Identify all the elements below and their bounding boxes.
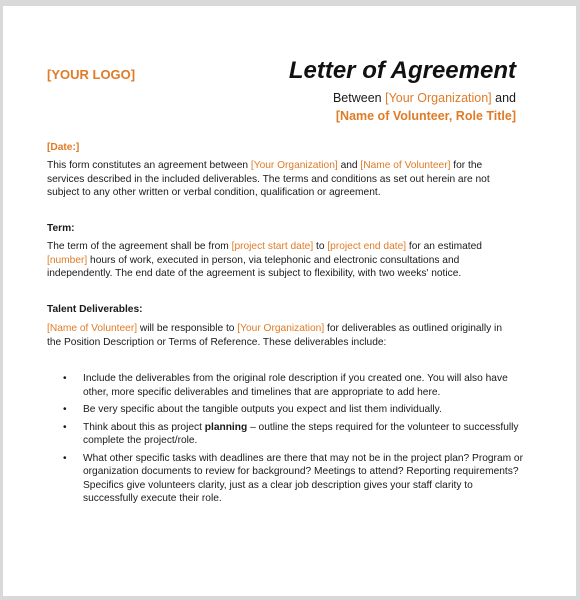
deliverables-list [47,372,527,510]
intro-text: and [340,160,358,171]
term-paragraph [47,240,527,281]
volunteer-role-placeholder: [Name of Volunteer, Role Title] [335,109,516,123]
list-item-text: Include the deliverables from the original role description if you created one. You will also have other, more specific deliverables and timelines that are appropriate to add here. [83,373,508,398]
list-item [47,452,527,506]
term-line-3: independently. The end date of the agreement is subject to flexibility, with two weeks' notice. [47,268,462,279]
list-item [47,421,527,448]
intro-text: This form constitutes an agreement between [47,160,249,171]
and-text: and [495,91,516,105]
deliverables-text: will be responsible to [139,323,235,334]
intro-text: for the [453,160,483,171]
term-heading: Term: [47,223,75,234]
list-item-text: – outline the steps required for the volunteer to successfully complete the project/role. [83,421,519,446]
deliverables-paragraph [47,322,527,349]
bullet-icon: • [63,404,67,415]
logo-placeholder: [YOUR LOGO] [47,67,136,82]
list-item-bold-text: planning [204,421,248,433]
date-placeholder: [Date:] [47,142,80,153]
document-title: Letter of Agreement [288,57,516,84]
term-line-2 [47,254,527,268]
start-date-placeholder: [project start date] [231,241,314,252]
organization-placeholder: [Your Organization] [385,91,492,105]
hours-placeholder: [number] [47,254,88,266]
term-text: for an estimated [408,241,482,252]
intro-paragraph [47,159,527,200]
deliverables-org-placeholder: [Your Organization] [237,323,325,334]
deliverables-text: for deliverables as outlined originally in [327,323,502,334]
list-item-text: Think about this as project [83,421,202,433]
intro-line-1 [47,159,527,173]
term-text: The term of the agreement shall be from [47,241,229,252]
term-text: to [316,241,325,252]
between-line [333,91,516,105]
intro-line-3: subject to any other written or verbal condition, qualification or agreement. [47,187,381,198]
intro-org-placeholder: [Your Organization] [250,160,338,171]
term-line-1 [47,240,527,254]
between-text: Between [332,91,382,105]
bullet-icon: • [63,373,67,384]
list-item [47,403,527,417]
list-item-text: What other specific tasks with deadlines are there that may not be in the project plan? Program or organization documents to review for background? Meetings to attend? Reporting requirements? Specifics give volunteers clarity, just as a clear job description gives your staff clarity to successfully execute their role. [83,452,523,504]
deliverables-line-1 [47,322,527,336]
bullet-icon: • [63,421,67,433]
list-item-text: Be very specific about the tangible outputs you expect and list them individually. [83,404,442,415]
bullet-icon: • [63,452,67,464]
end-date-placeholder: [project end date] [327,241,407,252]
intro-volunteer-placeholder: [Name of Volunteer] [360,160,451,171]
term-text: hours of work, executed in person, via telephonic and electronic consultations and [90,254,460,266]
deliverables-volunteer-placeholder: [Name of Volunteer] [47,323,138,334]
intro-line-2: services described in the included deliverables. The terms and conditions as set out herein are not [47,173,490,185]
deliverables-heading: Talent Deliverables: [47,304,143,315]
list-item [47,372,527,399]
deliverables-line-2: the Position Description or Terms of Reference. These deliverables include: [47,336,387,348]
